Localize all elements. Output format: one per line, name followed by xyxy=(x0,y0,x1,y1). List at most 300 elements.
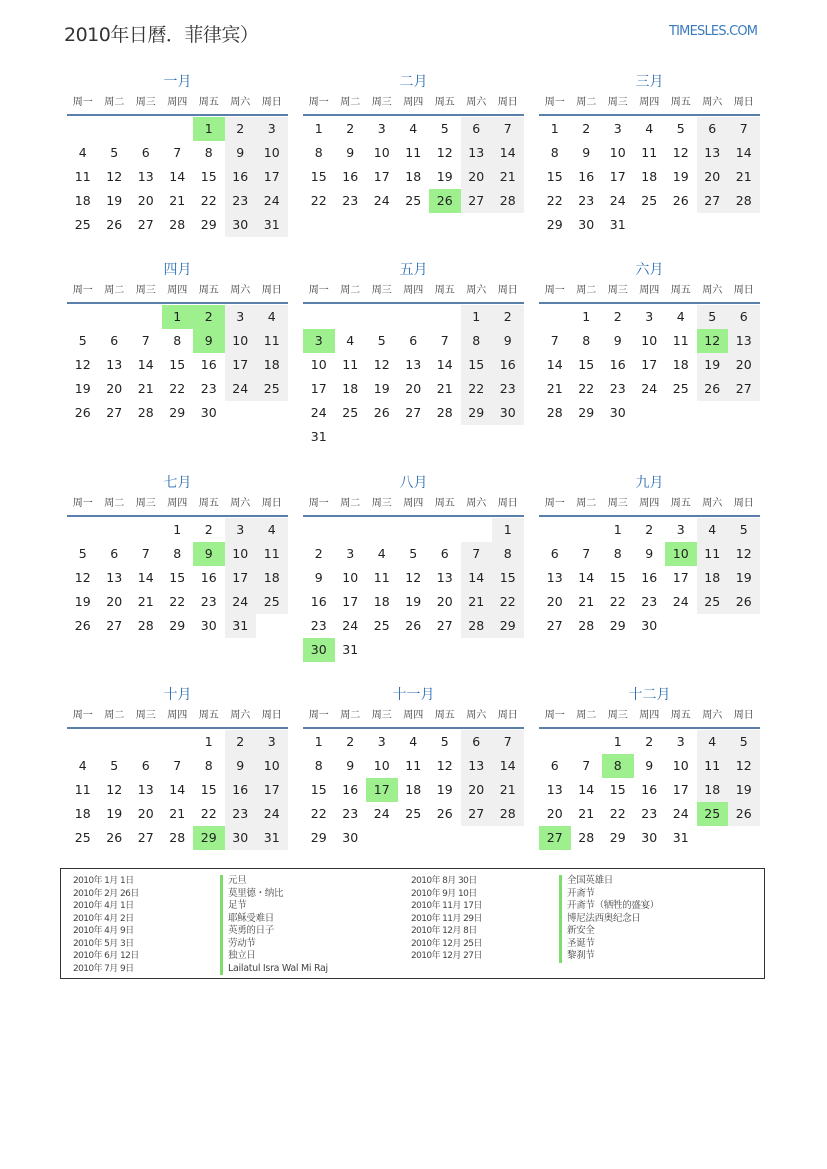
day-cell[interactable]: 21 xyxy=(578,806,595,821)
day-cell[interactable]: 11 xyxy=(641,145,658,160)
day-cell[interactable]: 12 xyxy=(697,329,729,353)
day-cell[interactable]: 1 xyxy=(461,305,493,329)
day-cell[interactable]: 16 xyxy=(342,782,359,797)
day-cell[interactable]: 22 xyxy=(169,381,186,396)
day-cell[interactable]: 31 xyxy=(672,830,689,845)
day-cell[interactable]: 22 xyxy=(200,806,217,821)
day-cell[interactable]: 8 xyxy=(173,546,182,561)
day-cell[interactable]: 7 xyxy=(492,117,524,141)
day-cell[interactable]: 15 xyxy=(578,357,595,372)
day-cell[interactable]: 6 xyxy=(461,730,493,754)
day-cell[interactable]: 14 xyxy=(728,141,760,165)
day-cell[interactable]: 24 xyxy=(256,802,288,826)
day-cell[interactable]: 25 xyxy=(697,590,729,614)
day-cell[interactable]: 21 xyxy=(461,590,493,614)
day-cell[interactable]: 27 xyxy=(539,826,571,850)
day-cell[interactable]: 14 xyxy=(169,169,186,184)
day-cell[interactable]: 20 xyxy=(461,165,493,189)
day-cell[interactable]: 2 xyxy=(225,730,257,754)
day-cell[interactable]: 27 xyxy=(461,189,493,213)
day-cell[interactable]: 27 xyxy=(461,802,493,826)
day-cell[interactable]: 4 xyxy=(256,518,288,542)
day-cell[interactable]: 20 xyxy=(436,594,453,609)
day-cell[interactable]: 22 xyxy=(609,806,626,821)
day-cell[interactable]: 8 xyxy=(461,329,493,353)
day-cell[interactable]: 6 xyxy=(141,758,150,773)
day-cell[interactable]: 17 xyxy=(672,570,689,585)
day-cell[interactable]: 10 xyxy=(256,754,288,778)
day-cell[interactable]: 11 xyxy=(373,570,390,585)
day-cell[interactable]: 28 xyxy=(492,802,524,826)
day-cell[interactable]: 4 xyxy=(676,309,685,324)
day-cell[interactable]: 16 xyxy=(609,357,626,372)
day-cell[interactable]: 31 xyxy=(609,217,626,232)
day-cell[interactable]: 20 xyxy=(546,806,563,821)
day-cell[interactable]: 17 xyxy=(609,169,626,184)
day-cell[interactable]: 12 xyxy=(728,542,760,566)
day-cell[interactable]: 18 xyxy=(342,381,359,396)
day-cell[interactable]: 25 xyxy=(405,806,422,821)
day-cell[interactable]: 1 xyxy=(314,734,323,749)
day-cell[interactable]: 2 xyxy=(645,734,654,749)
day-cell[interactable]: 21 xyxy=(436,381,453,396)
day-cell[interactable]: 4 xyxy=(697,518,729,542)
day-cell[interactable]: 8 xyxy=(173,333,182,348)
day-cell[interactable]: 29 xyxy=(193,826,225,850)
day-cell[interactable]: 26 xyxy=(672,193,689,208)
day-cell[interactable]: 13 xyxy=(546,570,563,585)
day-cell[interactable]: 25 xyxy=(697,802,729,826)
site-logo-text[interactable]: TIMESLES.COM xyxy=(669,24,758,39)
day-cell[interactable]: 30 xyxy=(578,217,595,232)
day-cell[interactable]: 7 xyxy=(173,145,182,160)
day-cell[interactable]: 24 xyxy=(609,193,626,208)
day-cell[interactable]: 21 xyxy=(578,594,595,609)
day-cell[interactable]: 18 xyxy=(74,193,91,208)
day-cell[interactable]: 31 xyxy=(225,614,257,638)
day-cell[interactable]: 15 xyxy=(546,169,563,184)
day-cell[interactable]: 7 xyxy=(141,333,150,348)
day-cell[interactable]: 15 xyxy=(609,782,626,797)
day-cell[interactable]: 19 xyxy=(697,353,729,377)
day-cell[interactable]: 27 xyxy=(405,405,422,420)
day-cell[interactable]: 24 xyxy=(225,590,257,614)
day-cell[interactable]: 7 xyxy=(440,333,449,348)
day-cell[interactable]: 26 xyxy=(405,618,422,633)
day-cell[interactable]: 8 xyxy=(204,758,213,773)
day-cell[interactable]: 29 xyxy=(609,618,626,633)
day-cell[interactable]: 28 xyxy=(578,830,595,845)
day-cell[interactable]: 23 xyxy=(310,618,327,633)
day-cell[interactable]: 11 xyxy=(342,357,359,372)
day-cell[interactable]: 11 xyxy=(405,145,422,160)
day-cell[interactable]: 2 xyxy=(225,117,257,141)
day-cell[interactable]: 26 xyxy=(106,217,123,232)
day-cell[interactable]: 8 xyxy=(613,546,622,561)
day-cell[interactable]: 20 xyxy=(461,778,493,802)
day-cell[interactable]: 1 xyxy=(314,121,323,136)
day-cell[interactable]: 11 xyxy=(74,782,91,797)
day-cell[interactable]: 27 xyxy=(137,217,154,232)
day-cell[interactable]: 16 xyxy=(310,594,327,609)
day-cell[interactable]: 22 xyxy=(461,377,493,401)
day-cell[interactable]: 14 xyxy=(578,570,595,585)
day-cell[interactable]: 18 xyxy=(697,778,729,802)
day-cell[interactable]: 13 xyxy=(137,169,154,184)
day-cell[interactable]: 15 xyxy=(492,566,524,590)
day-cell[interactable]: 5 xyxy=(728,730,760,754)
day-cell[interactable]: 28 xyxy=(492,189,524,213)
day-cell[interactable]: 30 xyxy=(200,618,217,633)
day-cell[interactable]: 9 xyxy=(582,145,591,160)
day-cell[interactable]: 30 xyxy=(303,638,335,662)
day-cell[interactable]: 14 xyxy=(492,754,524,778)
day-cell[interactable]: 15 xyxy=(200,169,217,184)
day-cell[interactable]: 17 xyxy=(342,594,359,609)
day-cell[interactable]: 6 xyxy=(550,758,559,773)
day-cell[interactable]: 2 xyxy=(314,546,323,561)
day-cell[interactable]: 4 xyxy=(256,305,288,329)
day-cell[interactable]: 22 xyxy=(310,806,327,821)
day-cell[interactable]: 17 xyxy=(373,169,390,184)
day-cell[interactable]: 17 xyxy=(310,381,327,396)
day-cell[interactable]: 18 xyxy=(672,357,689,372)
day-cell[interactable]: 15 xyxy=(169,570,186,585)
day-cell[interactable]: 13 xyxy=(436,570,453,585)
day-cell[interactable]: 11 xyxy=(74,169,91,184)
day-cell[interactable]: 10 xyxy=(225,329,257,353)
day-cell[interactable]: 23 xyxy=(641,594,658,609)
day-cell[interactable]: 5 xyxy=(110,758,119,773)
day-cell[interactable]: 21 xyxy=(728,165,760,189)
day-cell[interactable]: 30 xyxy=(641,618,658,633)
day-cell[interactable]: 9 xyxy=(225,141,257,165)
day-cell[interactable]: 3 xyxy=(346,546,355,561)
day-cell[interactable]: 8 xyxy=(314,758,323,773)
day-cell[interactable]: 9 xyxy=(346,145,355,160)
day-cell[interactable]: 1 xyxy=(550,121,559,136)
day-cell[interactable]: 5 xyxy=(728,518,760,542)
day-cell[interactable]: 6 xyxy=(697,117,729,141)
day-cell[interactable]: 20 xyxy=(546,594,563,609)
day-cell[interactable]: 16 xyxy=(492,353,524,377)
day-cell[interactable]: 10 xyxy=(672,758,689,773)
day-cell[interactable]: 6 xyxy=(110,546,119,561)
day-cell[interactable]: 28 xyxy=(728,189,760,213)
day-cell[interactable]: 14 xyxy=(578,782,595,797)
day-cell[interactable]: 1 xyxy=(613,734,622,749)
day-cell[interactable]: 12 xyxy=(672,145,689,160)
day-cell[interactable]: 29 xyxy=(200,217,217,232)
day-cell[interactable]: 24 xyxy=(672,806,689,821)
day-cell[interactable]: 3 xyxy=(645,309,654,324)
day-cell[interactable]: 30 xyxy=(200,405,217,420)
day-cell[interactable]: 30 xyxy=(492,401,524,425)
day-cell[interactable]: 31 xyxy=(256,213,288,237)
day-cell[interactable]: 22 xyxy=(200,193,217,208)
day-cell[interactable]: 22 xyxy=(609,594,626,609)
day-cell[interactable]: 12 xyxy=(74,570,91,585)
day-cell[interactable]: 15 xyxy=(310,169,327,184)
day-cell[interactable]: 3 xyxy=(256,730,288,754)
day-cell[interactable]: 7 xyxy=(461,542,493,566)
day-cell[interactable]: 9 xyxy=(645,546,654,561)
day-cell[interactable]: 17 xyxy=(256,165,288,189)
day-cell[interactable]: 19 xyxy=(74,381,91,396)
day-cell[interactable]: 28 xyxy=(578,618,595,633)
day-cell[interactable]: 26 xyxy=(106,830,123,845)
day-cell[interactable]: 13 xyxy=(697,141,729,165)
day-cell[interactable]: 20 xyxy=(137,806,154,821)
day-cell[interactable]: 20 xyxy=(137,193,154,208)
day-cell[interactable]: 4 xyxy=(346,333,355,348)
day-cell[interactable]: 25 xyxy=(373,618,390,633)
day-cell[interactable]: 24 xyxy=(256,189,288,213)
day-cell[interactable]: 23 xyxy=(609,381,626,396)
day-cell[interactable]: 9 xyxy=(193,329,225,353)
day-cell[interactable]: 7 xyxy=(582,758,591,773)
day-cell[interactable]: 6 xyxy=(728,305,760,329)
day-cell[interactable]: 13 xyxy=(137,782,154,797)
day-cell[interactable]: 25 xyxy=(256,590,288,614)
day-cell[interactable]: 27 xyxy=(137,830,154,845)
day-cell[interactable]: 25 xyxy=(256,377,288,401)
day-cell[interactable]: 30 xyxy=(225,213,257,237)
day-cell[interactable]: 12 xyxy=(728,754,760,778)
day-cell[interactable]: 21 xyxy=(169,806,186,821)
day-cell[interactable]: 1 xyxy=(204,734,213,749)
day-cell[interactable]: 29 xyxy=(546,217,563,232)
day-cell[interactable]: 5 xyxy=(440,734,449,749)
day-cell[interactable]: 24 xyxy=(310,405,327,420)
day-cell[interactable]: 20 xyxy=(697,165,729,189)
day-cell[interactable]: 23 xyxy=(225,189,257,213)
day-cell[interactable]: 5 xyxy=(676,121,685,136)
day-cell[interactable]: 26 xyxy=(373,405,390,420)
day-cell[interactable]: 12 xyxy=(373,357,390,372)
day-cell[interactable]: 6 xyxy=(550,546,559,561)
day-cell[interactable]: 19 xyxy=(405,594,422,609)
day-cell[interactable]: 13 xyxy=(461,754,493,778)
day-cell[interactable]: 2 xyxy=(613,309,622,324)
day-cell[interactable]: 13 xyxy=(546,782,563,797)
day-cell[interactable]: 23 xyxy=(641,806,658,821)
day-cell[interactable]: 10 xyxy=(310,357,327,372)
day-cell[interactable]: 29 xyxy=(169,405,186,420)
day-cell[interactable]: 29 xyxy=(492,614,524,638)
day-cell[interactable]: 17 xyxy=(672,782,689,797)
day-cell[interactable]: 24 xyxy=(373,806,390,821)
day-cell[interactable]: 4 xyxy=(78,145,87,160)
day-cell[interactable]: 27 xyxy=(728,377,760,401)
day-cell[interactable]: 12 xyxy=(436,758,453,773)
day-cell[interactable]: 25 xyxy=(74,830,91,845)
day-cell[interactable]: 1 xyxy=(193,117,225,141)
day-cell[interactable]: 8 xyxy=(582,333,591,348)
day-cell[interactable]: 25 xyxy=(342,405,359,420)
day-cell[interactable]: 9 xyxy=(314,570,323,585)
day-cell[interactable]: 13 xyxy=(106,570,123,585)
day-cell[interactable]: 28 xyxy=(546,405,563,420)
day-cell[interactable]: 9 xyxy=(492,329,524,353)
day-cell[interactable]: 3 xyxy=(676,522,685,537)
day-cell[interactable]: 3 xyxy=(225,518,257,542)
day-cell[interactable]: 5 xyxy=(110,145,119,160)
day-cell[interactable]: 31 xyxy=(256,826,288,850)
day-cell[interactable]: 22 xyxy=(310,193,327,208)
day-cell[interactable]: 27 xyxy=(546,618,563,633)
day-cell[interactable]: 16 xyxy=(200,570,217,585)
day-cell[interactable]: 22 xyxy=(492,590,524,614)
day-cell[interactable]: 29 xyxy=(310,830,327,845)
day-cell[interactable]: 10 xyxy=(609,145,626,160)
day-cell[interactable]: 19 xyxy=(728,778,760,802)
day-cell[interactable]: 5 xyxy=(78,333,87,348)
day-cell[interactable]: 4 xyxy=(409,734,418,749)
day-cell[interactable]: 23 xyxy=(225,802,257,826)
day-cell[interactable]: 26 xyxy=(728,590,760,614)
day-cell[interactable]: 11 xyxy=(697,542,729,566)
day-cell[interactable]: 19 xyxy=(436,782,453,797)
day-cell[interactable]: 1 xyxy=(173,522,182,537)
day-cell[interactable]: 28 xyxy=(169,217,186,232)
day-cell[interactable]: 18 xyxy=(641,169,658,184)
day-cell[interactable]: 12 xyxy=(436,145,453,160)
day-cell[interactable]: 1 xyxy=(582,309,591,324)
day-cell[interactable]: 1 xyxy=(162,305,194,329)
day-cell[interactable]: 4 xyxy=(645,121,654,136)
day-cell[interactable]: 2 xyxy=(492,305,524,329)
day-cell[interactable]: 15 xyxy=(169,357,186,372)
day-cell[interactable]: 10 xyxy=(665,542,697,566)
day-cell[interactable]: 2 xyxy=(582,121,591,136)
day-cell[interactable]: 14 xyxy=(169,782,186,797)
day-cell[interactable]: 15 xyxy=(609,570,626,585)
day-cell[interactable]: 9 xyxy=(645,758,654,773)
day-cell[interactable]: 13 xyxy=(728,329,760,353)
day-cell[interactable]: 18 xyxy=(74,806,91,821)
day-cell[interactable]: 7 xyxy=(550,333,559,348)
day-cell[interactable]: 6 xyxy=(141,145,150,160)
day-cell[interactable]: 18 xyxy=(256,566,288,590)
day-cell[interactable]: 6 xyxy=(110,333,119,348)
day-cell[interactable]: 1 xyxy=(613,522,622,537)
day-cell[interactable]: 5 xyxy=(697,305,729,329)
day-cell[interactable]: 27 xyxy=(106,618,123,633)
day-cell[interactable]: 17 xyxy=(225,566,257,590)
day-cell[interactable]: 8 xyxy=(204,145,213,160)
day-cell[interactable]: 4 xyxy=(78,758,87,773)
day-cell[interactable]: 31 xyxy=(342,642,359,657)
day-cell[interactable]: 21 xyxy=(137,594,154,609)
day-cell[interactable]: 24 xyxy=(342,618,359,633)
day-cell[interactable]: 18 xyxy=(697,566,729,590)
day-cell[interactable]: 10 xyxy=(641,333,658,348)
day-cell[interactable]: 7 xyxy=(173,758,182,773)
day-cell[interactable]: 23 xyxy=(578,193,595,208)
day-cell[interactable]: 14 xyxy=(492,141,524,165)
day-cell[interactable]: 29 xyxy=(578,405,595,420)
day-cell[interactable]: 15 xyxy=(200,782,217,797)
day-cell[interactable]: 8 xyxy=(550,145,559,160)
day-cell[interactable]: 6 xyxy=(440,546,449,561)
day-cell[interactable]: 25 xyxy=(641,193,658,208)
day-cell[interactable]: 20 xyxy=(106,594,123,609)
day-cell[interactable]: 29 xyxy=(609,830,626,845)
day-cell[interactable]: 18 xyxy=(405,782,422,797)
day-cell[interactable]: 22 xyxy=(546,193,563,208)
day-cell[interactable]: 26 xyxy=(74,618,91,633)
day-cell[interactable]: 16 xyxy=(578,169,595,184)
day-cell[interactable]: 19 xyxy=(106,193,123,208)
day-cell[interactable]: 24 xyxy=(672,594,689,609)
day-cell[interactable]: 24 xyxy=(641,381,658,396)
day-cell[interactable]: 11 xyxy=(697,754,729,778)
day-cell[interactable]: 16 xyxy=(200,357,217,372)
day-cell[interactable]: 19 xyxy=(436,169,453,184)
day-cell[interactable]: 14 xyxy=(461,566,493,590)
day-cell[interactable]: 9 xyxy=(613,333,622,348)
day-cell[interactable]: 19 xyxy=(74,594,91,609)
day-cell[interactable]: 11 xyxy=(256,329,288,353)
day-cell[interactable]: 26 xyxy=(436,806,453,821)
day-cell[interactable]: 20 xyxy=(728,353,760,377)
day-cell[interactable]: 14 xyxy=(137,570,154,585)
day-cell[interactable]: 21 xyxy=(546,381,563,396)
day-cell[interactable]: 10 xyxy=(256,141,288,165)
day-cell[interactable]: 28 xyxy=(461,614,493,638)
day-cell[interactable]: 10 xyxy=(373,145,390,160)
day-cell[interactable]: 7 xyxy=(582,546,591,561)
day-cell[interactable]: 9 xyxy=(193,542,225,566)
day-cell[interactable]: 27 xyxy=(106,405,123,420)
day-cell[interactable]: 30 xyxy=(609,405,626,420)
day-cell[interactable]: 4 xyxy=(377,546,386,561)
day-cell[interactable]: 4 xyxy=(697,730,729,754)
day-cell[interactable]: 11 xyxy=(256,542,288,566)
day-cell[interactable]: 8 xyxy=(492,542,524,566)
day-cell[interactable]: 23 xyxy=(200,381,217,396)
day-cell[interactable]: 21 xyxy=(169,193,186,208)
day-cell[interactable]: 9 xyxy=(346,758,355,773)
day-cell[interactable]: 18 xyxy=(256,353,288,377)
day-cell[interactable]: 28 xyxy=(436,405,453,420)
day-cell[interactable]: 17 xyxy=(641,357,658,372)
day-cell[interactable]: 23 xyxy=(200,594,217,609)
day-cell[interactable]: 7 xyxy=(728,117,760,141)
day-cell[interactable]: 2 xyxy=(346,121,355,136)
day-cell[interactable]: 10 xyxy=(342,570,359,585)
day-cell[interactable]: 26 xyxy=(429,189,461,213)
day-cell[interactable]: 3 xyxy=(303,329,335,353)
day-cell[interactable]: 30 xyxy=(641,830,658,845)
day-cell[interactable]: 15 xyxy=(310,782,327,797)
day-cell[interactable]: 22 xyxy=(578,381,595,396)
day-cell[interactable]: 11 xyxy=(672,333,689,348)
day-cell[interactable]: 17 xyxy=(366,778,398,802)
day-cell[interactable]: 16 xyxy=(641,570,658,585)
day-cell[interactable]: 13 xyxy=(405,357,422,372)
day-cell[interactable]: 8 xyxy=(602,754,634,778)
day-cell[interactable]: 4 xyxy=(409,121,418,136)
day-cell[interactable]: 26 xyxy=(728,802,760,826)
day-cell[interactable]: 3 xyxy=(225,305,257,329)
day-cell[interactable]: 2 xyxy=(204,522,213,537)
day-cell[interactable]: 3 xyxy=(377,734,386,749)
day-cell[interactable]: 12 xyxy=(106,169,123,184)
day-cell[interactable]: 16 xyxy=(342,169,359,184)
day-cell[interactable]: 1 xyxy=(492,518,524,542)
